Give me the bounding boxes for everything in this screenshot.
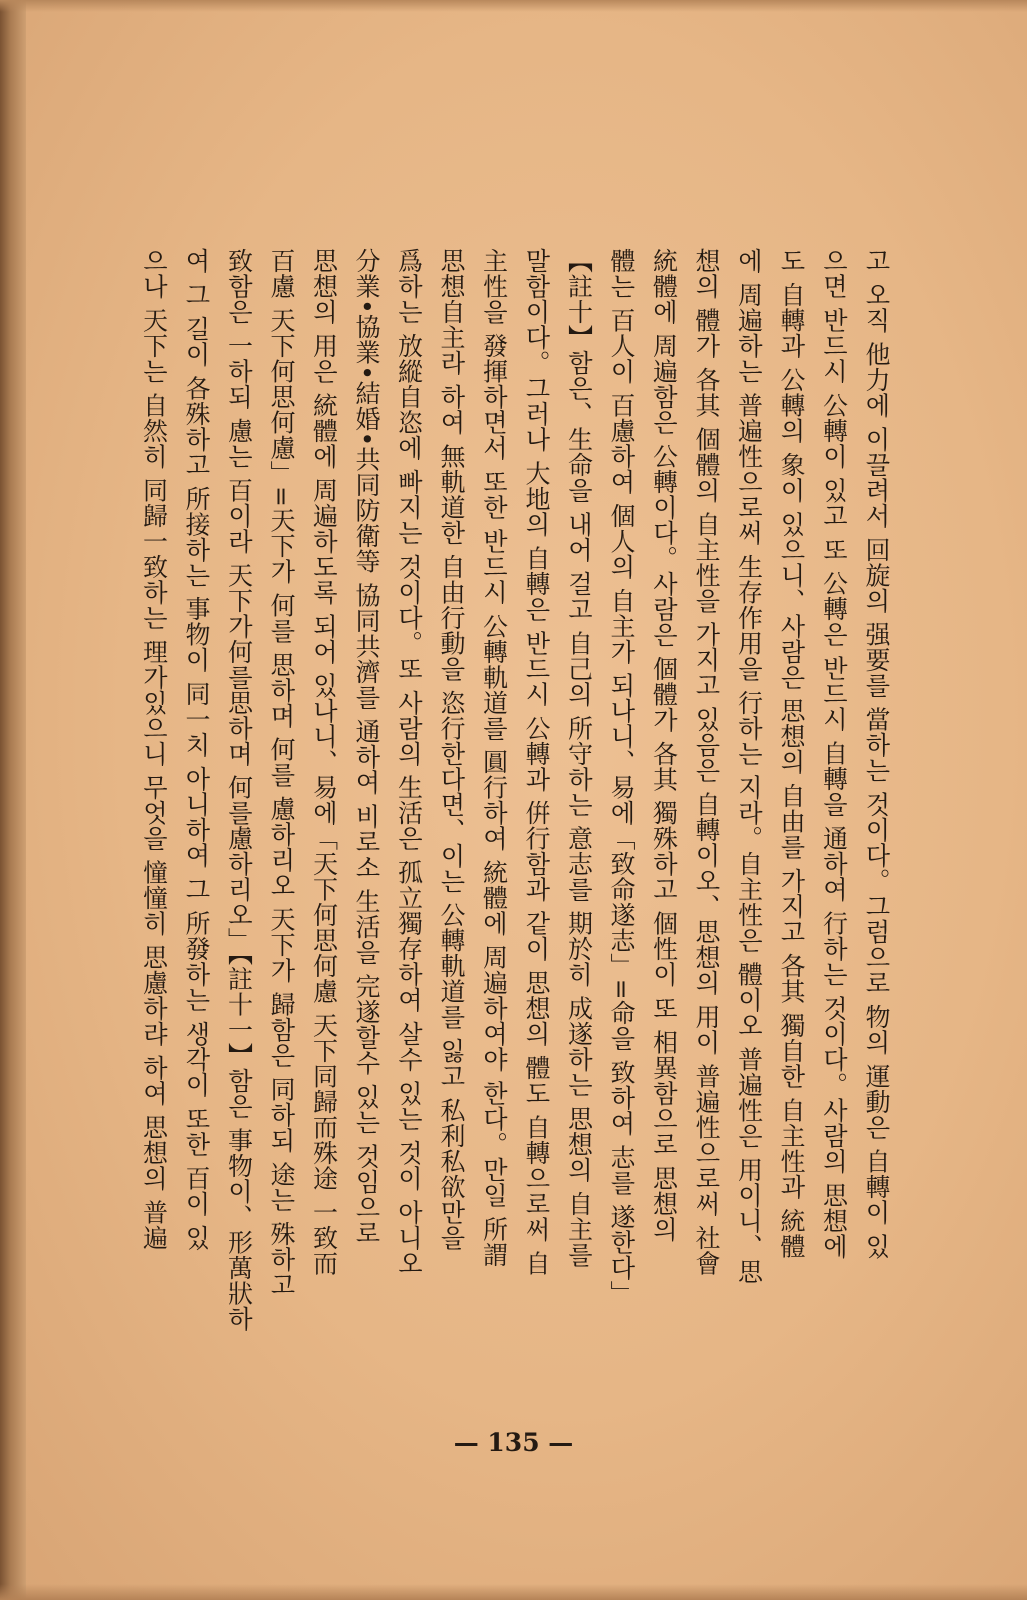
text-line: 統體에 周遍함은 公轉이다。사람은 個體가 各其 獨殊하고 個性이 또 相異함으로 思想의 — [649, 248, 679, 1243]
text-line: 【註十】함은、生命을 내어 걸고 自己의 所守하는 意志를 期於히 成遂하는 思想의 自主를 — [564, 248, 594, 1268]
text-line: 도 自轉과 公轉의 象이 있으니、사람은 思想의 自由를 가지고 各其 獨自한 自主性과 統體 — [777, 248, 806, 1259]
text-line: 고 오직 他力에 이끌려서 回旋의 强要를 當하는 것이다。그럼으로 物의 運動은 自轉이 있 — [862, 248, 891, 1259]
text-line: 으나 天下는 自然히 同歸一致하는 理가있으니 무엇을 憧憧히 思慮하랴 하여 思想의 普遍 — [139, 248, 169, 1251]
text-line: 想의 體가 各其 個體의 自主性을 가지고 있음은 自轉이오、思想의 用이 普遍性으로써 社會 — [692, 248, 721, 1276]
text-line: 致함은 一하되 慮는 百이라 天下가何를思하며 何를慮하리오」【註十一】함은 事物이、形萬狀하 — [224, 248, 254, 1332]
text-line: 에 周遍하는 普遍性으로써 生存作用을 行하는 지라。自主性은 體이오 普遍性은 用이니、思 — [734, 248, 764, 1285]
text-line: 으면 반드시 公轉이 있고 또 公轉은 반드시 自轉을 通하여 行하는 것이다。사람의 思想에 — [819, 248, 849, 1259]
page-binding-edge — [0, 0, 26, 1600]
page-top-edge — [0, 0, 1027, 12]
page-bottom-edge — [0, 1584, 1027, 1600]
page-number: — 135 — — [453, 1428, 574, 1457]
text-line: 爲하는 放縱自恣에 빠지는 것이다。또 사람의 生活은 孤立獨存하여 살수 있는 것이 아니오 — [394, 248, 424, 1276]
text-line: 말함이다。그러나 大地의 自轉은 반드시 公轉과 倂行함과 같이 思想의 體도 自轉으로써 自 — [522, 248, 551, 1276]
text-line: 體는 百人이 百慮하여 個人의 自主가 되나니、易에「致命遂志」=命을 致하여 志를 遂한다」 — [607, 248, 636, 1307]
text-line: 分業•協業•結婚•共同防衛等 協同共濟를 通하여 비로소 生活을 完遂할수 있는 것임으로 — [352, 248, 381, 1246]
text-line: 여 그 길이 各殊하고 所接하는 事物이 同一치 아니하여 그 所發하는 생각이 또한 百이 있 — [182, 248, 211, 1251]
text-line: 思想自主라 하여 無軌道한 自由行動을 恣行한다면、이는 公轉軌道를 잃고 私利私欲만을 — [437, 248, 466, 1251]
vertical-text-block — [132, 248, 897, 1408]
text-line: 主性을 發揮하면서 또한 반드시 公轉軌道를 圓行하여 統體에 周遍하여야 한다。만일 所謂 — [479, 248, 509, 1268]
text-line: 思想의 用은 統體에 周遍하도록 되어 있나니、易에「天下何思何慮 天下同歸而殊途 一致而 — [309, 248, 339, 1277]
text-line: 百慮 天下何思何慮」=天下가 何를 思하며 何를 慮하리오 天下가 歸함은 同하되 途는 殊하고 — [267, 248, 296, 1298]
